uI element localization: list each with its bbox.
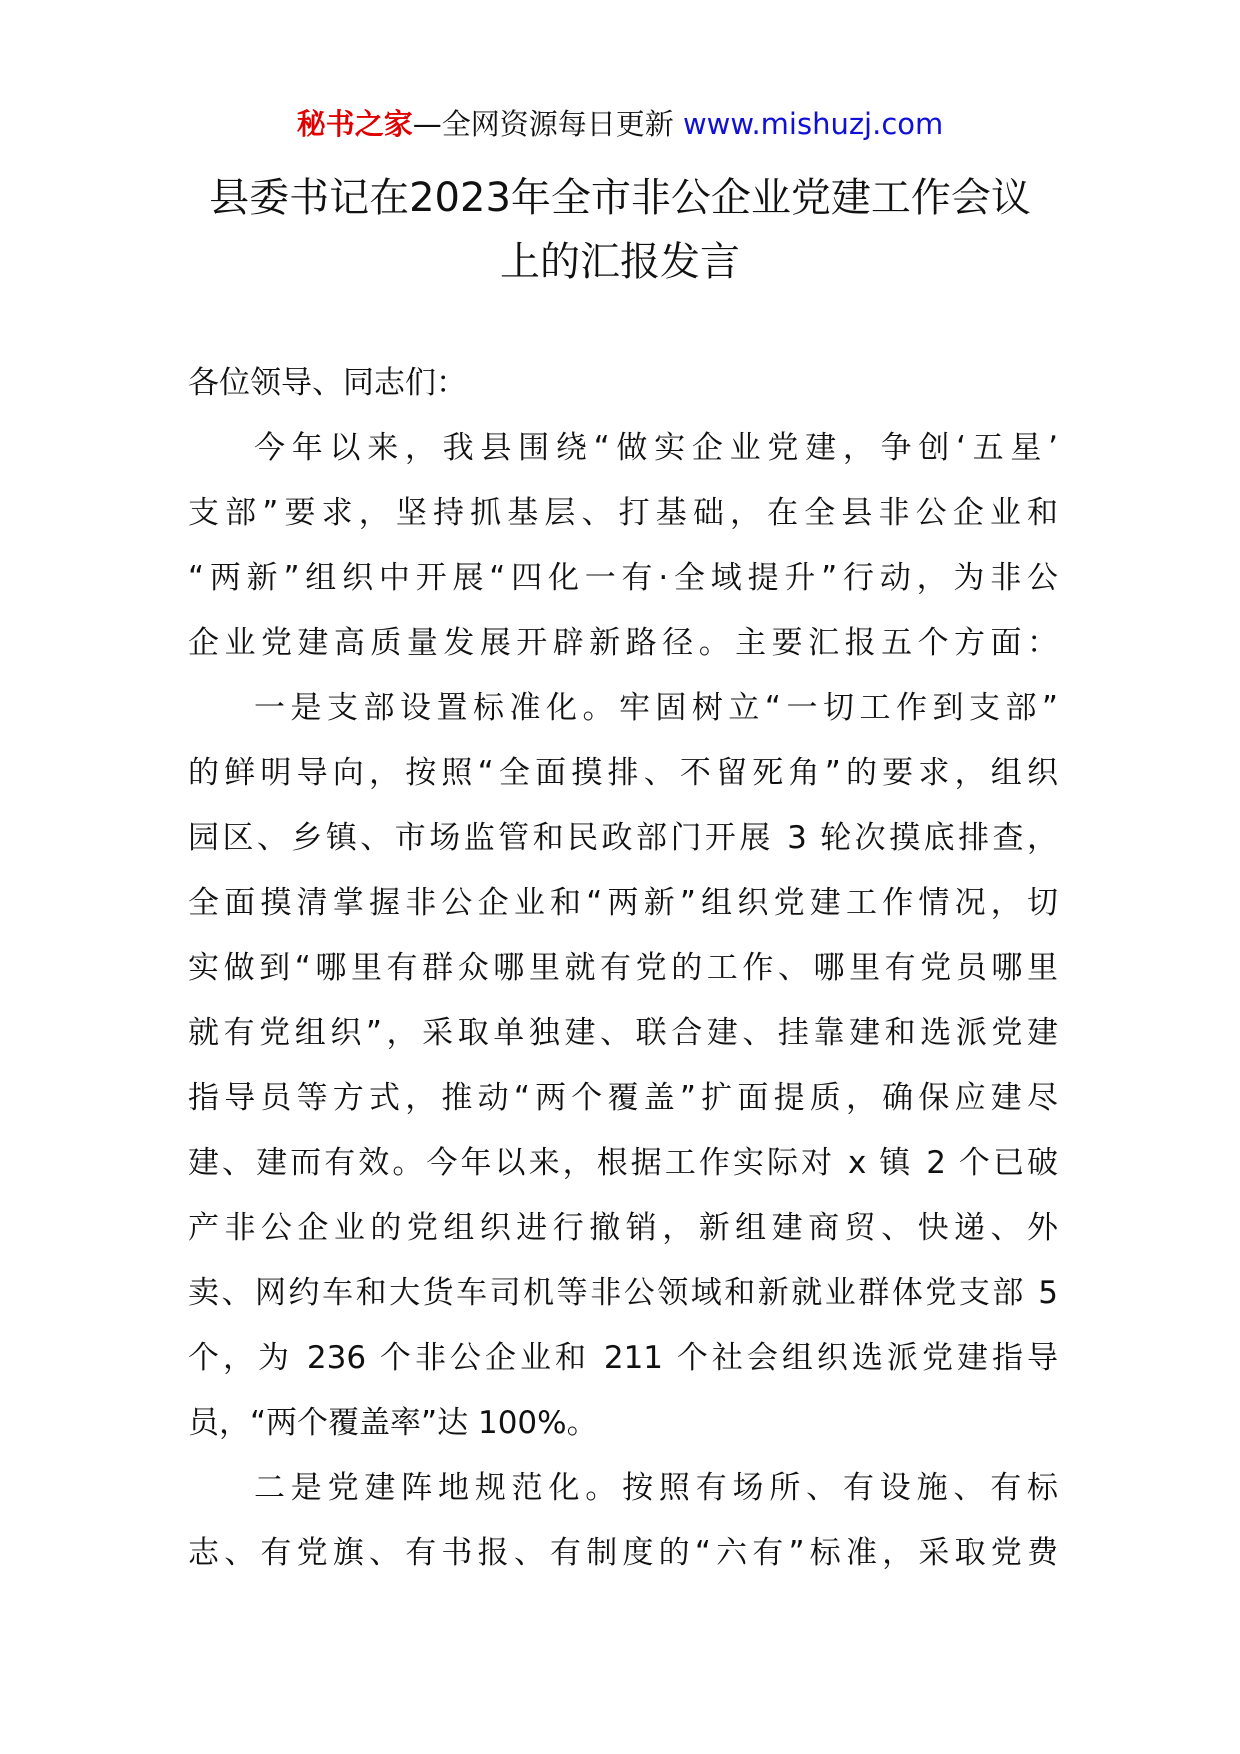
body-text-line: 一是支部设置标准化。牢固树立“一切工作到支部” bbox=[254, 690, 1058, 726]
body-text-line: 员，“两个覆盖率”达 100%。 bbox=[188, 1405, 598, 1441]
banner-tagline: —全网资源每日更新 bbox=[412, 107, 683, 141]
body-text-line: 产非公企业的党组织进行撤销，新组建商贸、快递、外 bbox=[188, 1210, 1058, 1246]
body-text-line: 的鲜明导向，按照“全面摸排、不留死角”的要求，组织 bbox=[188, 755, 1058, 791]
site-url-link[interactable]: www.mishuzj.com bbox=[682, 107, 944, 141]
body-text-line: 卖、网约车和大货车司机等非公领域和新就业群体党支部 5 bbox=[188, 1275, 1058, 1311]
body-text-line: 建、建而有效。今年以来，根据工作实际对 x 镇 2 个已破 bbox=[188, 1145, 1058, 1181]
body-text-line: 二是党建阵地规范化。按照有场所、有设施、有标 bbox=[254, 1470, 1058, 1506]
body-text-line: 企业党建高质量发展开辟新路径。主要汇报五个方面： bbox=[188, 625, 1058, 661]
body-text-line: 今年以来，我县围绕“做实企业党建，争创‘五星’ bbox=[254, 430, 1058, 466]
title-line: 县委书记在2023年全市非公企业党建工作会议 bbox=[209, 175, 1031, 221]
body-text-line: 个，为 236 个非公企业和 211 个社会组织选派党建指导 bbox=[188, 1340, 1058, 1376]
body-text-line: 全面摸清掌握非公企业和“两新”组织党建工作情况，切 bbox=[188, 885, 1058, 921]
body-text-line: 园区、乡镇、市场监管和民政部门开展 3 轮次摸底排查， bbox=[188, 820, 1058, 856]
document-title bbox=[180, 166, 1060, 294]
body-text-line: “两新”组织中开展“四化一有·全域提升”行动，为非公 bbox=[188, 560, 1058, 596]
body-text-line: 支部”要求，坚持抓基层、打基础，在全县非公企业和 bbox=[188, 495, 1058, 531]
site-banner bbox=[0, 104, 1240, 144]
body-text-line: 实做到“哪里有群众哪里就有党的工作、哪里有党员哪里 bbox=[188, 950, 1058, 986]
document-body bbox=[188, 361, 1058, 1596]
body-text-line: 志、有党旗、有书报、有制度的“六有”标准，采取党费 bbox=[188, 1535, 1058, 1571]
body-text-line: 各位领导、同志们： bbox=[188, 365, 467, 401]
title-line: 上的汇报发言 bbox=[500, 239, 740, 285]
body-text-line: 指导员等方式，推动“两个覆盖”扩面提质，确保应建尽 bbox=[188, 1080, 1058, 1116]
brand-name: 秘书之家 bbox=[296, 107, 413, 141]
body-text-line: 就有党组织”，采取单独建、联合建、挂靠建和选派党建 bbox=[188, 1015, 1058, 1051]
